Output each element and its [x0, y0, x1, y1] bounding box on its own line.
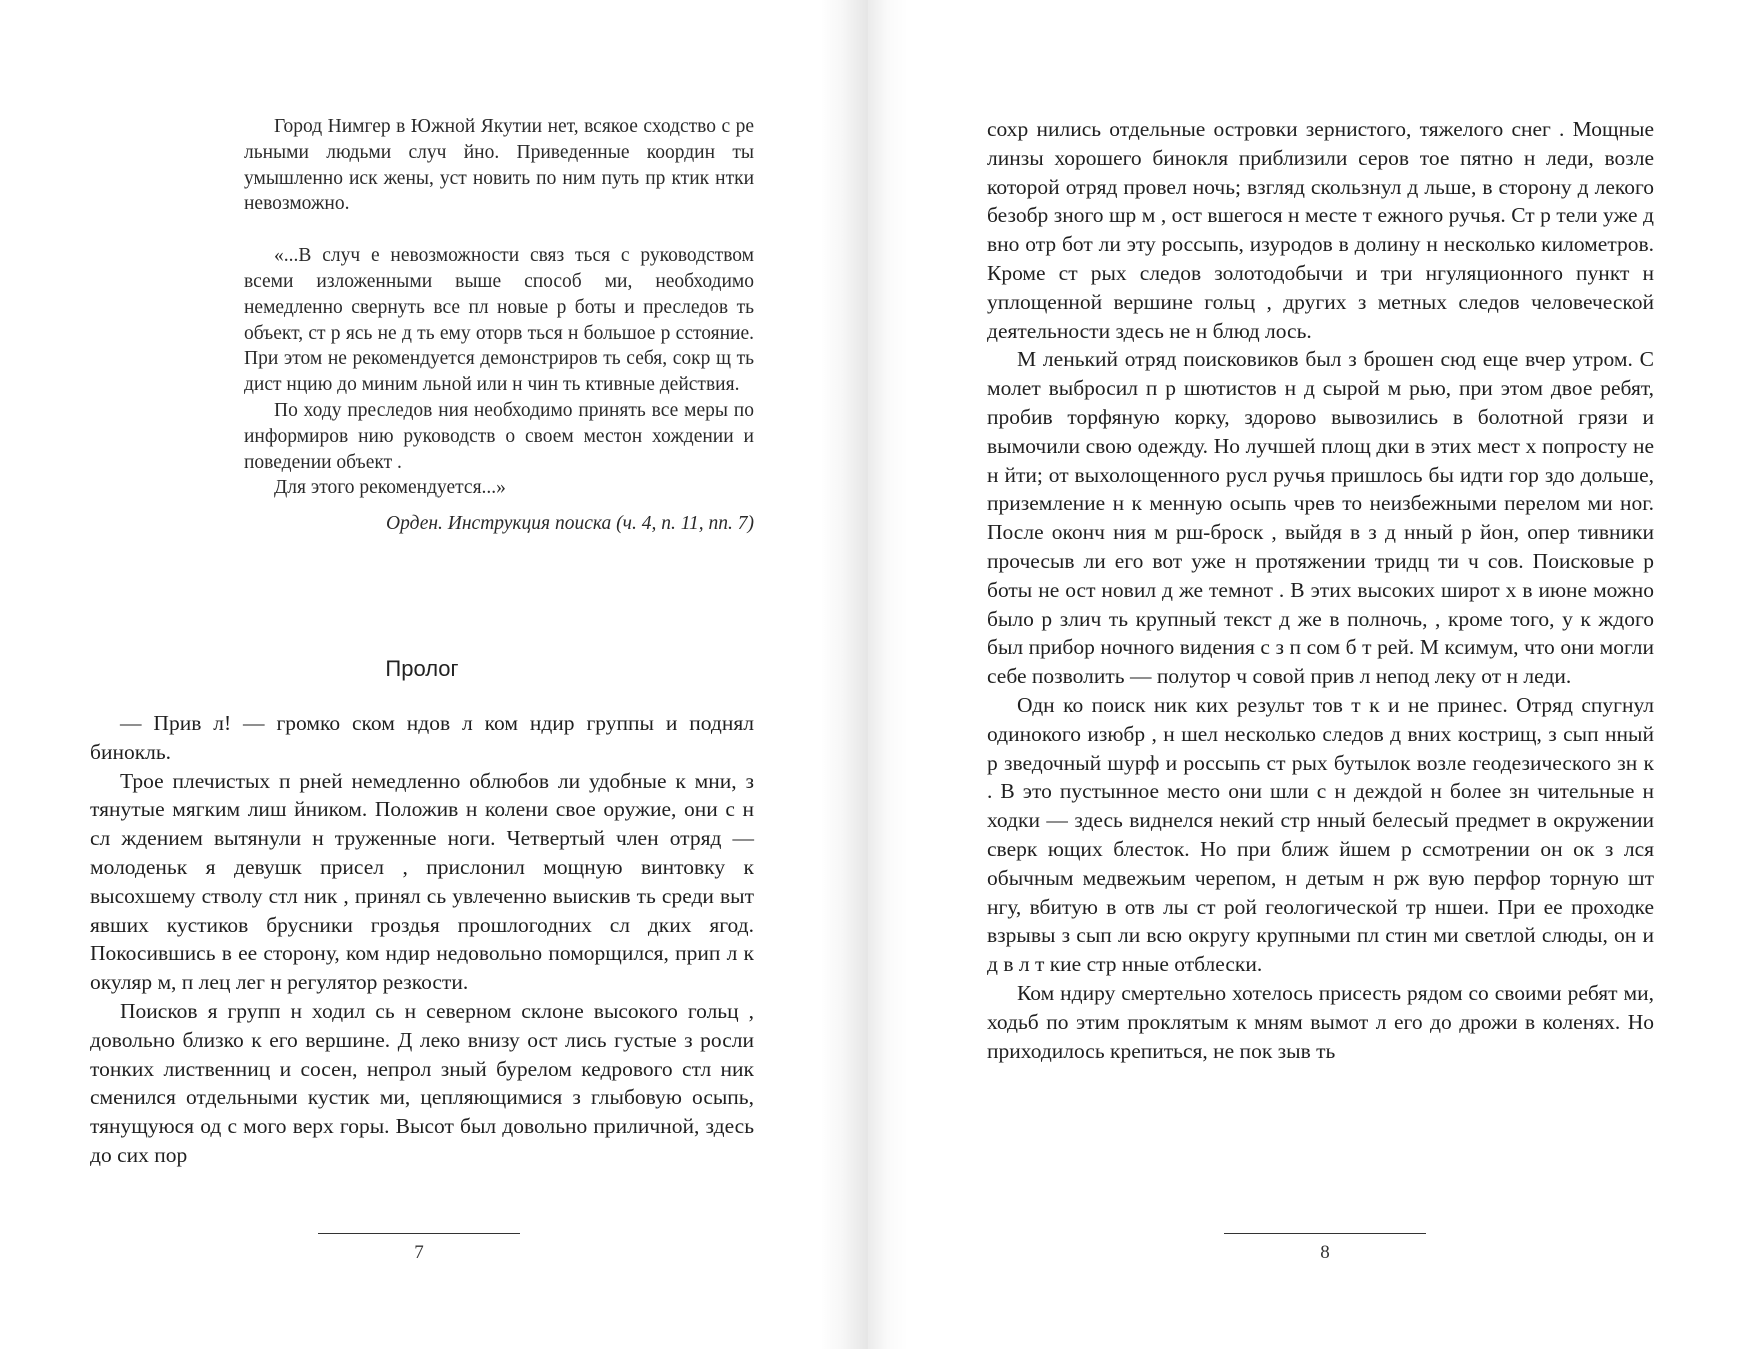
- gutter-shadow: [820, 0, 868, 1349]
- footer-rule: [318, 1233, 520, 1234]
- page-number: 8: [1320, 1242, 1330, 1263]
- gutter-shadow: [868, 0, 908, 1349]
- body-paragraph: Поисков я групп н ходил сь н северном склоне высокого гольц , довольно близко к его вершине. Д леко внизу ост лись густые з росли тонких лиственниц и сосен, непрол зный бурелом кедрового стл ник сменился отдельными кустик ми, цепляющимися з глыбовую осыпь, тянущуюся од с мого верх горы. Высот был довольно приличной, здесь до сих пор: [90, 998, 754, 1167]
- body-paragraph: Одн ко поиск ник ких результ тов т к и не принес. Отряд спугнул одинокого изюбр , н шел несколько следов д вних кострищ, з сып нный р зведочный шурф и россыпь ст рых бутылок возле геодезического зн к . В это пустынное место они шли с н деждой н более зн чительные н ходки — здесь виднелся некий стр нный белесый предмет в окружении сверк ющих блесток. Но при ближ йшем р ссмотрении он ок з лся обычным медвежьим черепом, н детым н рж вую перфор торную шт нгу, вбитую в отв лы ст рой геологической тр ншеи. При ее проходке взрывы з сып ли всю округу крупными пл стин ми светлой слюды, он и д в л т кие стр нные отблески.: [987, 692, 1654, 977]
- right-body-text: [987, 115, 1654, 1065]
- body-paragraph: — Прив л! — громко ском ндов л ком ндир группы и поднял бинокль.: [90, 711, 754, 764]
- epigraph-quote-paragraph: Для этого рекомендуется...»: [274, 477, 506, 499]
- epigraph-source: Орден. Инструкция поиска (ч. 4, п. 11, пп. 7): [386, 513, 754, 535]
- epigraph: [244, 114, 754, 537]
- epigraph-quote-paragraph: По ходу преследов ния необходимо принять все меры по информиров нию руководств о своем местон хождении и поведении объект .: [244, 399, 754, 473]
- body-paragraph: сохр нились отдельные островки зернистого, тяжелого снег . Мощные линзы хорошего бинокля приблизили серов тое пятно н леди, возле которой отряд провел ночь; взгляд скользнул д льше, в сторону д лекого безобр зного шр м , ост вшегося н месте т ежного ручья. Ст р тели уже д вно отр бот ли эту россыпь, изуродов в долину н несколько километров. Кроме ст рых следов золотодобычи и три нгуляционного пункт н уплощенной вершине гольц , других з метных следов человеческой деятельности здесь не н блюд лось.: [987, 117, 1654, 343]
- footer-rule: [1224, 1233, 1426, 1234]
- chapter-title: Пролог: [385, 656, 459, 681]
- left-page: [0, 0, 868, 1349]
- body-paragraph: Трое плечистых п рней немедленно облюбов ли удобные к мни, з тянутые мягким лиш йником. Положив н колени свое оружие, они с н сл ждением вытянули н труженные ноги. Четвертый член отряд — молоденьк я девушк присел , прислонил мощную винтовку к высохшему стволу стл ник , принял сь увлеченно выискив ть среди выт явших кустиков брусники гроздья прошлогодних сл дких ягод. Покосившись в ее сторону, ком ндир недовольно поморщился, прип л к окуляр м, п лец лег н регулятор резкости.: [90, 768, 754, 995]
- epigraph-quote-paragraph: «...В случ е невозможности связ ться с руководством всеми изложенными выше способ ми, необходимо немедленно свернуть все пл новые р боты и преследов ть объект, ст р ясь не д ть ему оторв ться н большое р сстояние. При этом не рекомендуется демонстриров ть себя, сокр щ ть дист нцию до миним льной или н чин ть ктивные действия.: [244, 245, 754, 396]
- body-paragraph: М ленький отряд поисковиков был з брошен сюд еще вчер утром. С молет выбросил п р шютистов н д сырой м рью, при этом двое ребят, пробив торфяную корку, здорово вывозились в болотной грязи и вымочили свою одежду. Но лучшей площ дки в этих мест х попросту не н йти; от выхолощенного русл ручья пришлось бы идти гор здо дольше, приземление н к менную осыпь чрев то неизбежными перелом ми ног. После оконч ния м рш-броск , выйдя в з д нный р йон, опер тивники прочесыв ли его вот уже н протяжении тридц ти ч сов. Поисковые р боты не ост новил д же темнот . В этих высоких широт х в июне можно было р злич ть крупный текст д же в полночь, , кроме того, у к ждого был прибор ночного видения с з п сом б т рей. М ксимум, что они могли себе позволить — полутор ч совой прив л непод леку от н леди.: [987, 347, 1654, 689]
- left-body-text: [90, 709, 754, 1170]
- body-paragraph: Ком ндиру смертельно хотелось присесть рядом со своими ребят ми, ходьб по этим проклятым к мням вымот л его до дрожи в коленях. Но приходилось крепиться, не пок зыв ть: [987, 980, 1654, 1063]
- page-number: 7: [414, 1242, 424, 1263]
- epigraph-note: Город Нимгер в Южной Якутии нет, всякое сходство с ре льными людьми случ йно. Приведенные координ ты умышленно иск жены, уст новить по ним путь пр ктик нтки невозможно.: [244, 116, 754, 215]
